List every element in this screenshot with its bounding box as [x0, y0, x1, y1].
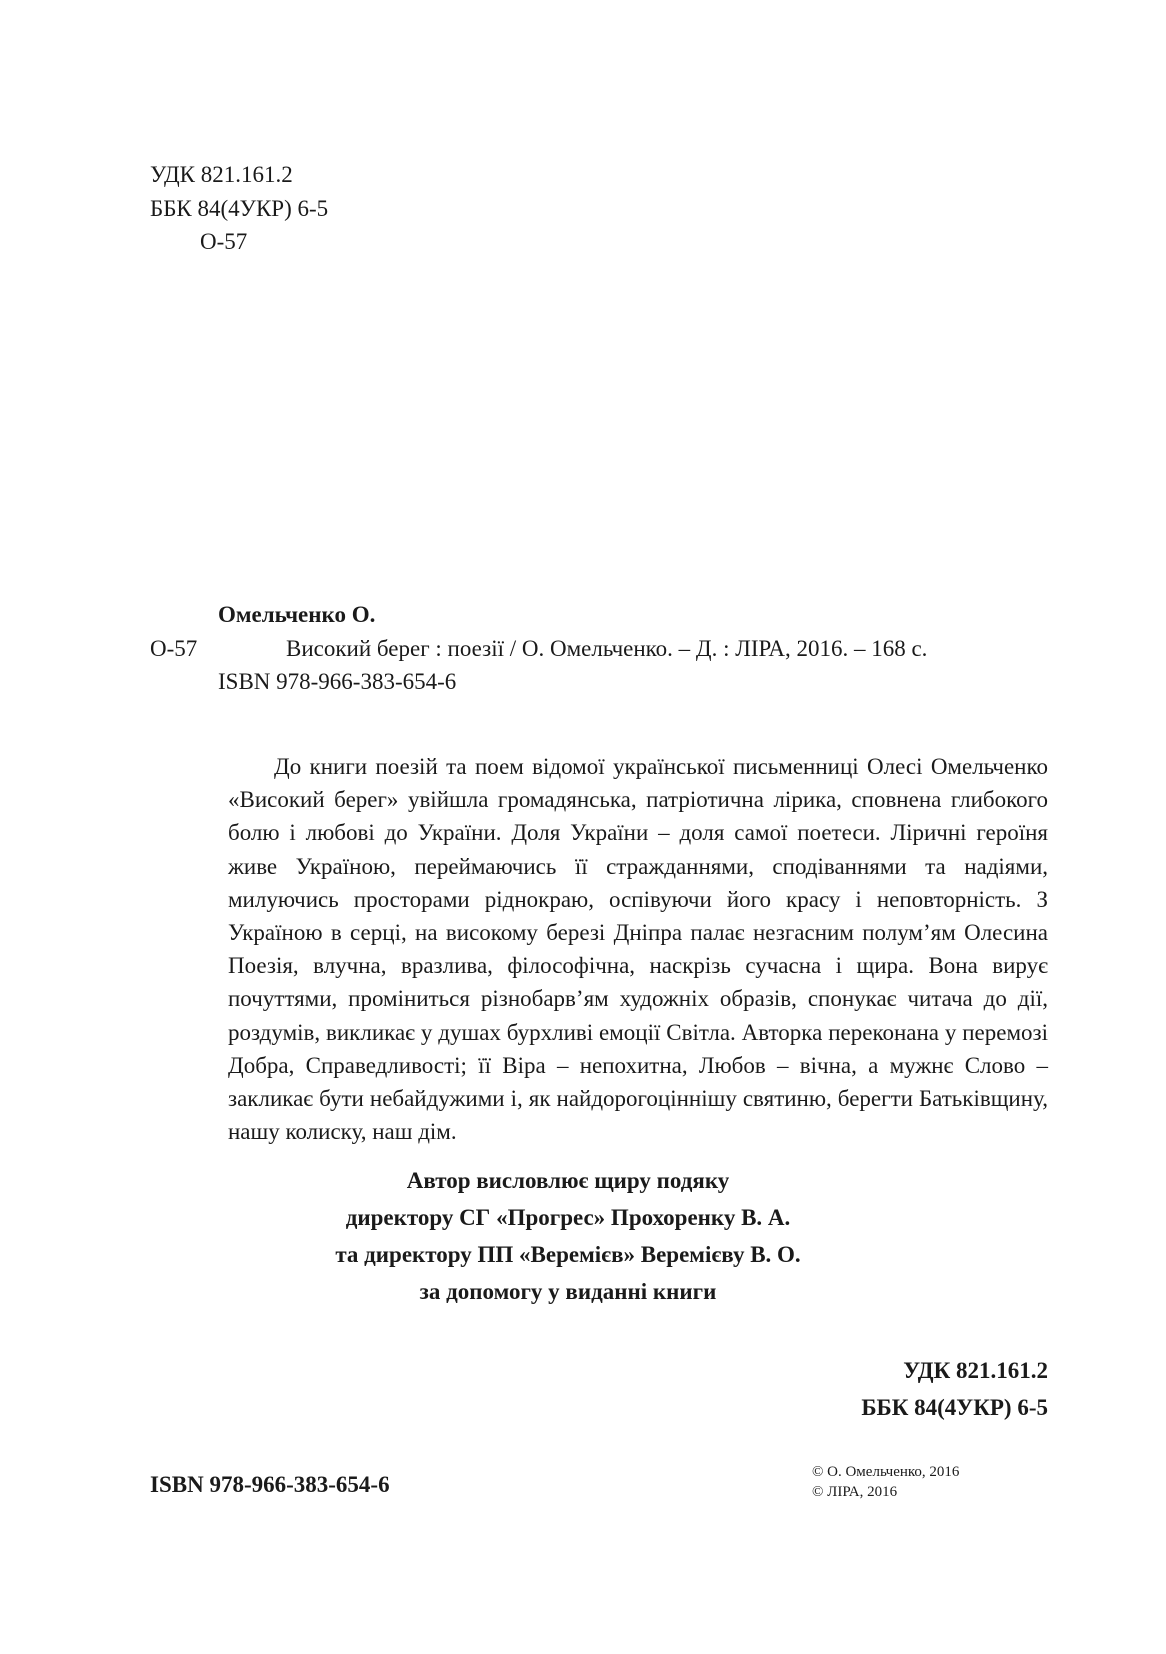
- copyright-line: © ЛІРА, 2016: [812, 1484, 898, 1500]
- abstract-block: [228, 750, 1048, 1148]
- abstract-text: До книги поезій та поем відомої української письменниці Олесі Омельченко «Високий берег» увійшла громадянська, патріотична лірика, сповнена глибокого болю і любові до України. Доля України – доля самої поетеси. Ліричні героїня живе Україною, переймаючись її стражданнями, сподіваннями та надіями, милуючись просторами ріднокраю, оспівуючи його красу і неповторність. З Україною в серці, на високому березі Дніпра палає незгасним полум’ям Олесина Поезія, влучна, вразлива, філософічна, наскрізь сучасна і щира. Вона вирує почуттями, проміниться різнобарв’ям художніх образів, спонукає читача до дії, роздумів, викликає у душах бурхливі емоції Світла. Авторка переконана у перемозі Добра, Справедливості; її Віра – непохитна, Любов – вічна, а мужнє Слово – закликає бути небайдужими і, як найдорогоціннішу святиню, берегти Батьківщину, нашу колиску, наш дім.: [228, 754, 1048, 1145]
- catalog-author-mark: О-57: [150, 636, 198, 661]
- footer-udk: УДК 821.161.2: [903, 1358, 1048, 1383]
- acknowledgement-line: за допомогу у виданні книги: [419, 1279, 717, 1304]
- header-author-mark: О-57: [200, 229, 248, 254]
- catalog-title-line: Високий берег : поезії / О. Омельченко. – Д. : ЛІРА, 2016. – 168 с.: [286, 636, 928, 661]
- copyright-block: [812, 1462, 959, 1502]
- header-udk: УДК 821.161.2: [150, 162, 293, 187]
- acknowledgement-line: та директору ПП «Веремієв» Веремієву В. О.: [335, 1242, 801, 1267]
- footer-bbk: ББК 84(4УКР) 6-5: [861, 1395, 1048, 1420]
- catalog-author: Омельченко О.: [218, 602, 376, 627]
- header-bbk: ББК 84(4УКР) 6-5: [150, 196, 329, 221]
- footer-isbn: ISBN 978-966-383-654-6: [150, 1472, 390, 1497]
- acknowledgement-line: Автор висловлює щиру подяку: [406, 1168, 730, 1193]
- footer-codes: [861, 1352, 1048, 1426]
- catalog-isbn: ISBN 978-966-383-654-6: [218, 669, 457, 694]
- copyright-line: © О. Омельченко, 2016: [812, 1464, 960, 1480]
- acknowledgement: [0, 1162, 1166, 1310]
- acknowledgement-line: директору СГ «Прогрес» Прохоренку В. А.: [345, 1205, 791, 1230]
